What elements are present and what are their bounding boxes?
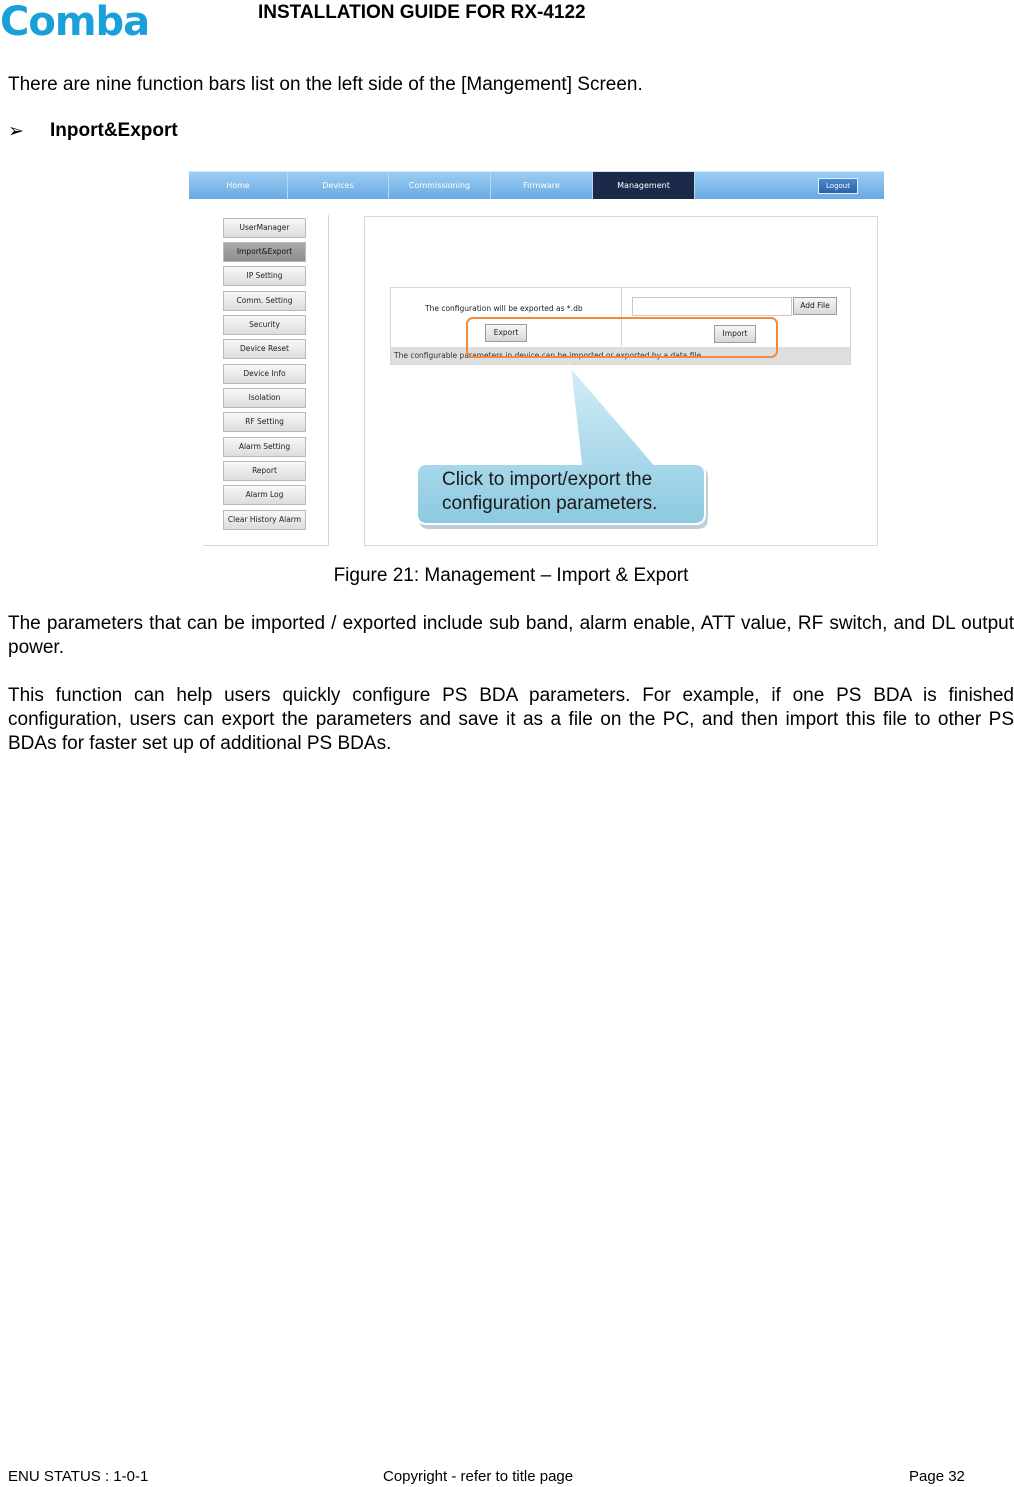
callout-line-2: configuration parameters. [442,493,658,514]
menu-ip-setting[interactable]: IP Setting [223,266,306,286]
footer-copyright: Copyright - refer to title page [383,1468,574,1485]
menu-rf-setting[interactable]: RF Setting [223,412,306,432]
tab-management[interactable]: Management [593,172,695,199]
bullet-arrow-icon: ➢ [8,121,24,142]
intro-text: There are nine function bars list on the left side of the [Mangement] Screen. [8,74,643,95]
menu-device-reset[interactable]: Device Reset [223,339,306,359]
callout-text [442,468,712,516]
figure-caption: Figure 21: Management – Import & Export [333,565,689,586]
paragraph-parameters: The parameters that can be imported / exported include sub band, alarm enable, ATT value, RF switch, and DL output power. [8,613,1014,658]
tab-devices[interactable]: Devices [288,172,389,199]
management-screenshot [189,171,884,552]
section-heading: Inport&Export [50,120,178,141]
comba-logo: Comba [0,0,150,45]
import-button[interactable]: Import [714,325,756,343]
config-note: The configurable parameters in device can be imported or exported by a data file. [391,347,850,364]
logout-button[interactable]: Logout [818,178,858,194]
menu-device-info[interactable]: Device Info [223,364,306,384]
document-title: INSTALLATION GUIDE FOR RX-4122 [258,2,586,23]
menu-isolation[interactable]: Isolation [223,388,306,408]
menu-report[interactable]: Report [223,461,306,481]
menu-import-export[interactable]: Import&Export [223,242,306,262]
menu-comm-setting[interactable]: Comm. Setting [223,291,306,311]
menu-alarm-log[interactable]: Alarm Log [223,485,306,505]
tab-commissioning[interactable]: Commissioning [389,172,491,199]
menu-security[interactable]: Security [223,315,306,335]
export-button[interactable]: Export [485,324,527,342]
callout-line-1: Click to import/export the [442,469,653,490]
config-text: The configuration will be exported as *.db [425,304,583,313]
menu-alarm-setting[interactable]: Alarm Setting [223,437,306,457]
footer-status: ENU STATUS : 1-0-1 [8,1468,149,1485]
menu-user-manager[interactable]: UserManager [223,218,306,238]
paragraph-function: This function can help users quickly configure PS BDA parameters. For example, if one PS BDA is finished configuration, users can export the parameters and save it as a file on the PC, and then import this file to other PS BDAs for faster set up of additional PS BDAs. [8,685,1014,754]
menu-clear-history-alarm[interactable]: Clear History Alarm [223,510,306,530]
tab-home[interactable]: Home [189,172,288,199]
add-file-button[interactable]: Add File [793,297,837,315]
tab-firmware[interactable]: Firmware [491,172,593,199]
footer-page-number: Page 32 [909,1468,965,1485]
